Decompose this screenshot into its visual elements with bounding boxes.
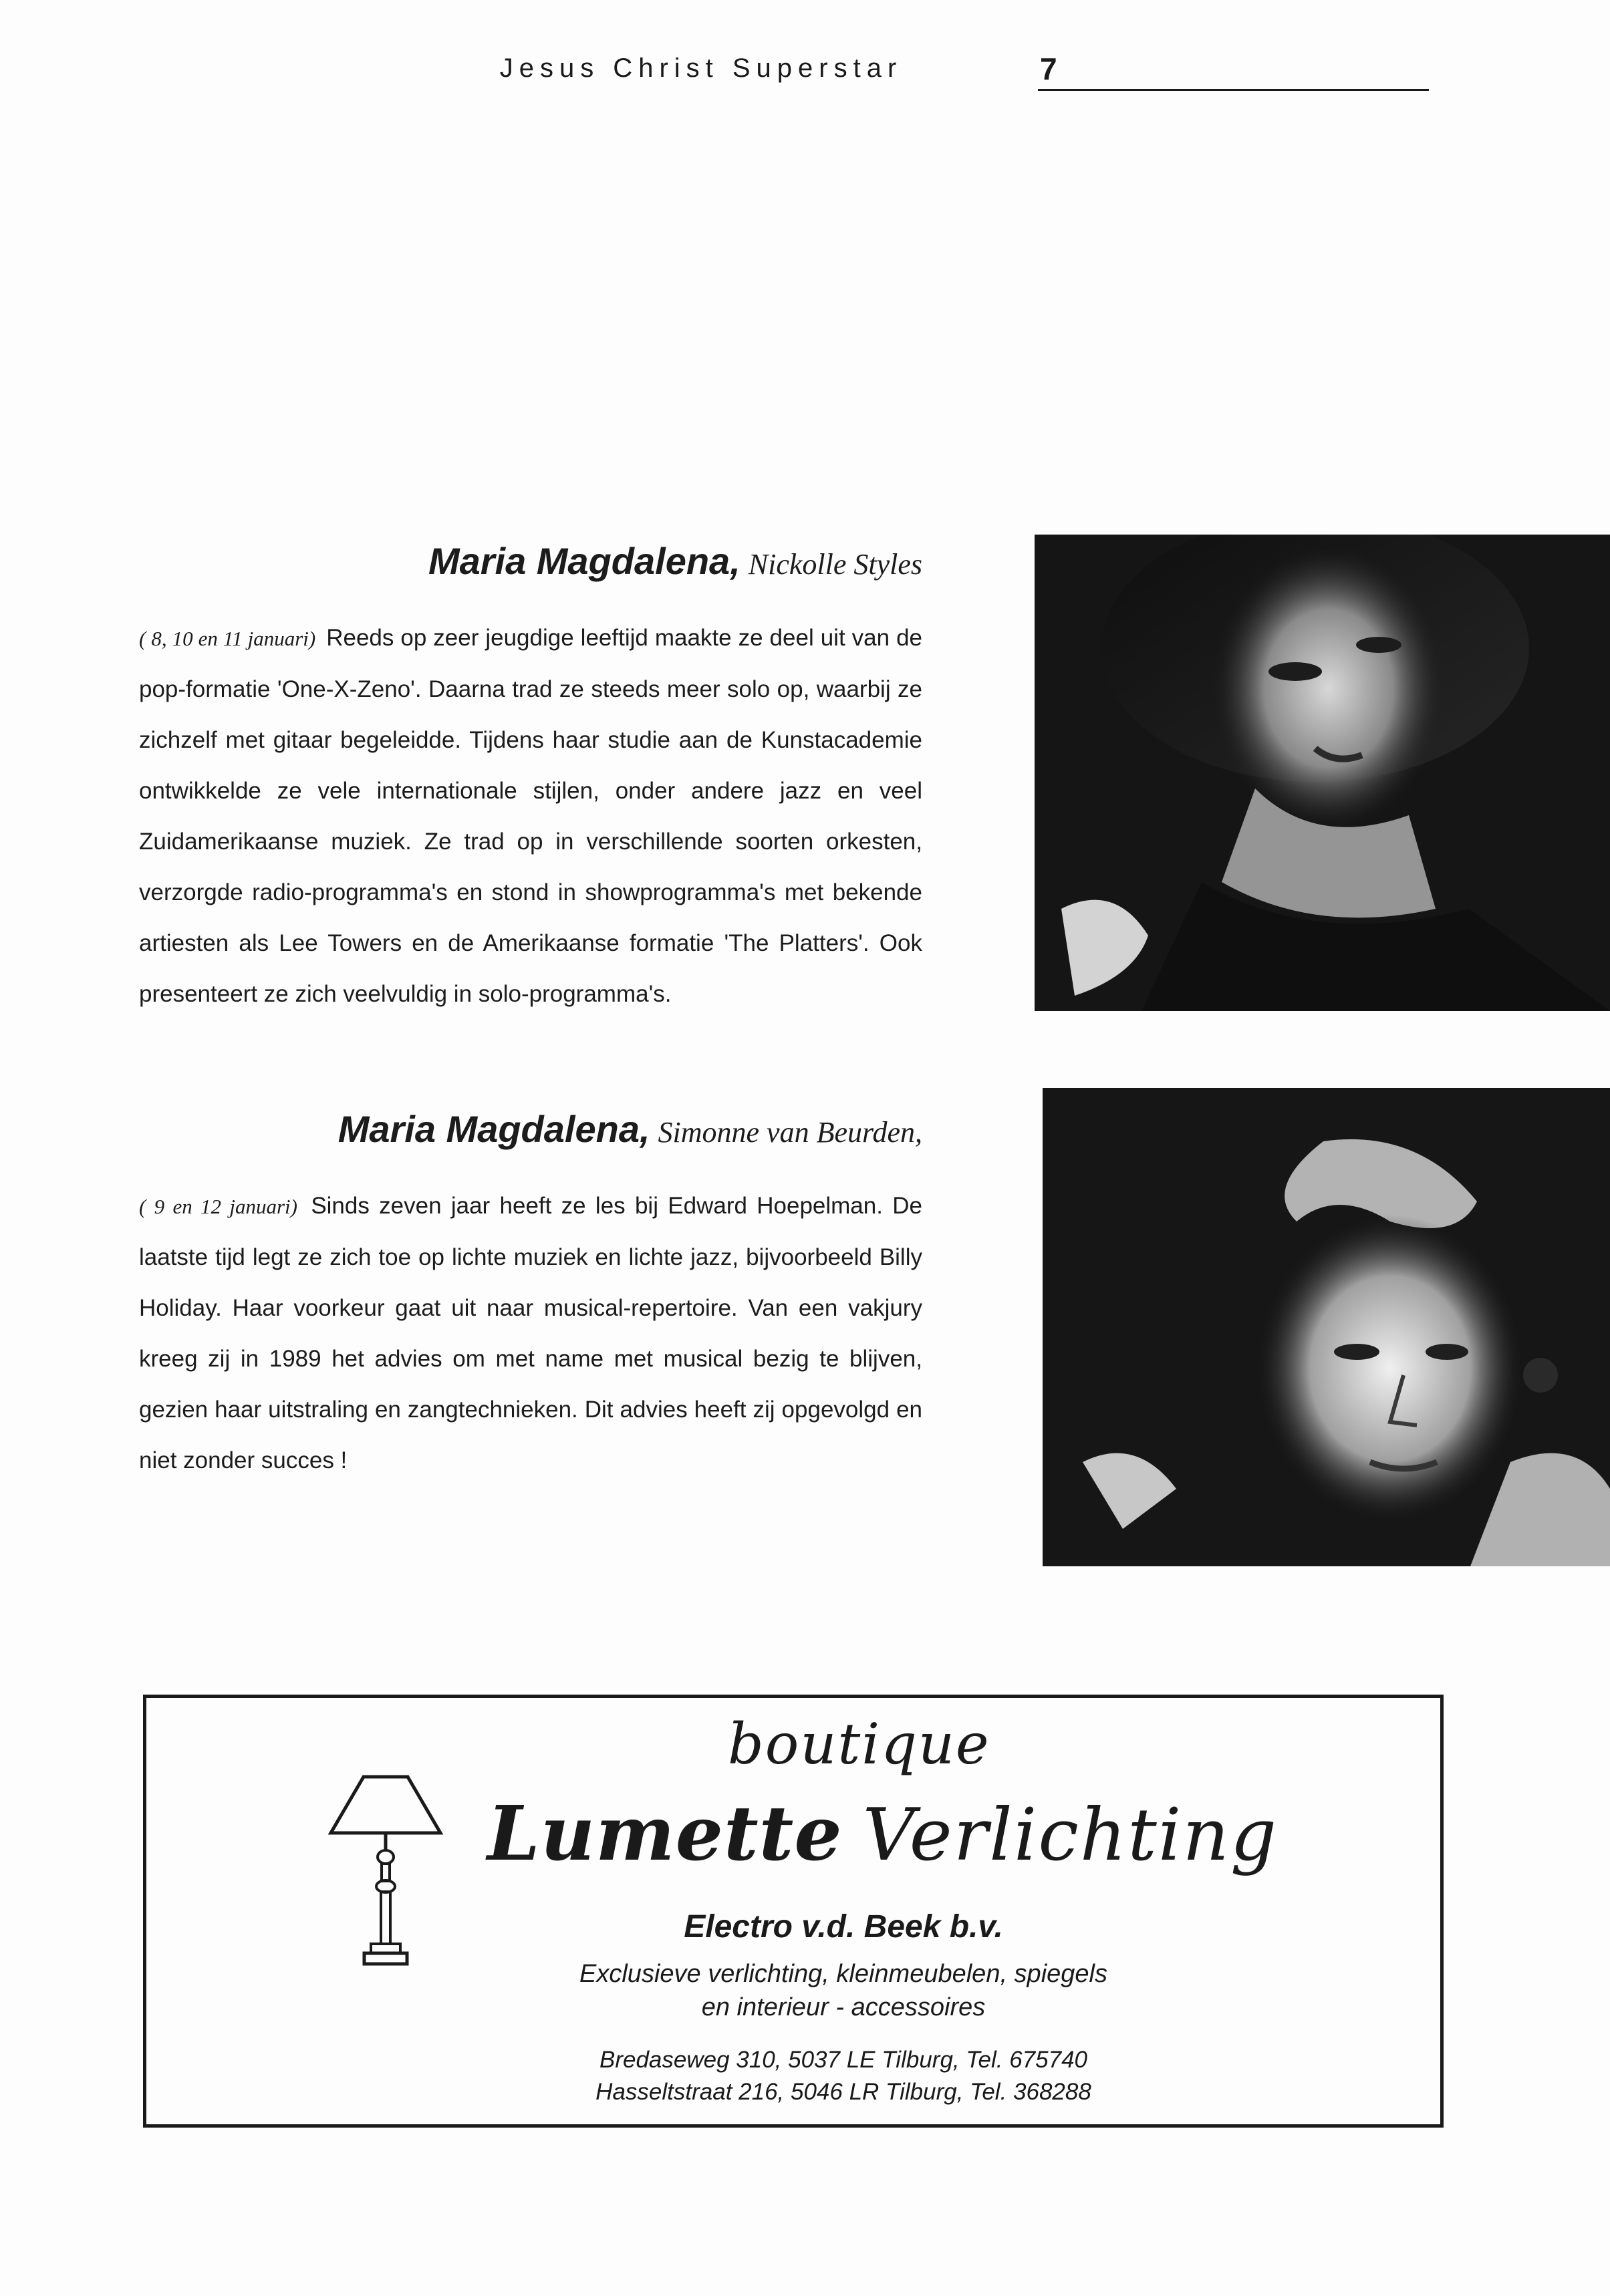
actor-name: Nickolle Styles: [748, 548, 922, 581]
page-number: 7: [1040, 51, 1057, 86]
portrait-photo-nickolle-styles: [1035, 535, 1610, 1011]
ad-company-name: [146, 1908, 1440, 1945]
ad-addresses: [146, 2044, 1440, 2108]
role-name: Maria Magdalena,: [338, 1108, 650, 1150]
bio-heading: [139, 1103, 922, 1166]
bio-text: [139, 613, 922, 1020]
bio-paragraph: Reeds op zeer jeugdige leeftijd maakte ze deel uit van de pop-formatie 'One-X-Zeno'. Daarna trad ze steeds meer solo op, waarbij ze zichzelf met gitaar begeleidde. Tijdens haar studie aan de Kunstacademie ontwikkelde ze vele internationale stijlen, onder andere jazz en veel Zuidamerikaanse muziek. Ze trad op in verschillende soorten orkesten, verzorgde radio-programma's en stond in showprogramma's met bekende artiesten als Lee Towers en de Amerikaanse formatie 'The Platters'. Ook presenteert ze zich veelvuldig in solo-programma's.: [139, 625, 922, 1007]
ad-description-line: en interieur - accessoires: [701, 1993, 986, 2021]
bio-heading: [139, 535, 922, 598]
performance-dates: ( 8, 10 en 11 januari): [139, 627, 316, 650]
ad-brand-main: Lumette: [487, 1790, 843, 1878]
bio-paragraph: Sinds zeven jaar heeft ze les bij Edward Hoepelman. De laatste tijd legt ze zich toe op lichte muziek en lichte jazz, bijvoorbeeld Billy Holiday. Haar voorkeur gaat uit naar musical-repertoire. Van een vakjury kreeg zij in 1989 het advies om met name met musical bezig te blijven, gezien haar uitstraling en zangtechnieken. Dit advies heeft zij opgevolgd en niet zonder succes !: [139, 1193, 923, 1473]
ad-brand-sub: Verlichting: [862, 1793, 1279, 1877]
ad-address-line: Bredaseweg 310, 5037 LE Tilburg, Tel. 675740: [599, 2047, 1088, 2073]
ad-description-line: Exclusieve verlichting, kleinmeubelen, spiegels: [579, 1960, 1107, 1988]
portrait-photo-simonne-van-beurden: [1043, 1088, 1610, 1566]
ad-address-line: Hasseltstraat 216, 5046 LR Tilburg, Tel. 368288: [595, 2079, 1091, 2105]
performance-dates: ( 9 en 12 januari): [139, 1195, 297, 1218]
portrait-photo-graphic: [1035, 535, 1610, 1011]
advertisement-box: [143, 1695, 1444, 2128]
portrait-photo-graphic: [1043, 1088, 1610, 1566]
header-rule: [1038, 89, 1429, 91]
bio-section-nickolle-styles: [139, 535, 922, 1020]
bio-section-simonne-van-beurden: [139, 1103, 922, 1486]
bio-text: [139, 1181, 922, 1486]
actor-name: Simonne van Beurden,: [658, 1116, 922, 1149]
ad-description: [146, 1957, 1440, 2024]
ad-company-text: Electro v.d. Beek b.v.: [684, 1909, 1003, 1945]
ad-brand-logo: [487, 1790, 1278, 1878]
ad-tagline: boutique: [728, 1711, 990, 1777]
running-title: Jesus Christ Superstar: [499, 53, 903, 83]
role-name: Maria Magdalena,: [428, 540, 741, 582]
